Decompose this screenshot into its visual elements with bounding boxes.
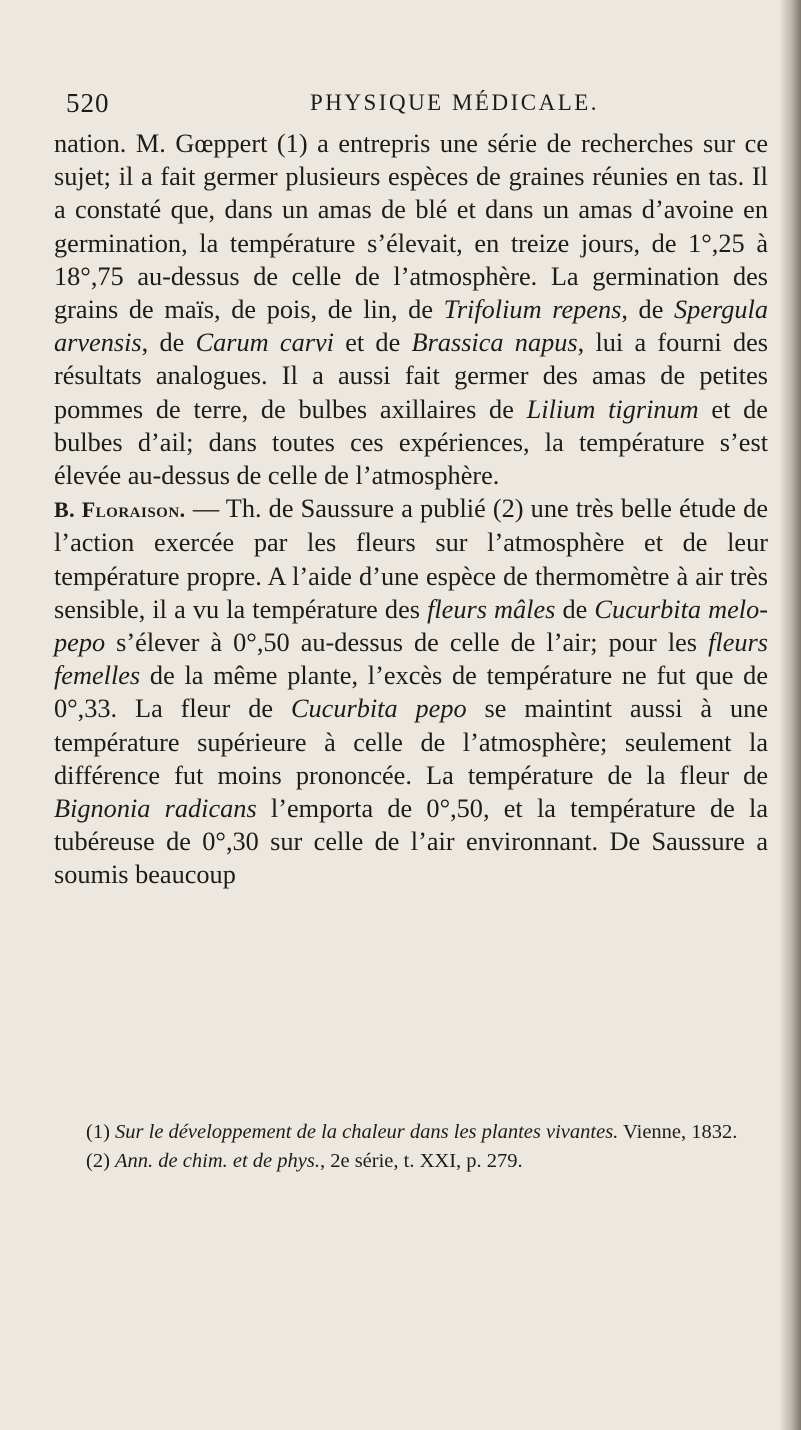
italic-term: fleurs femelles [54, 628, 768, 691]
paragraph-floraison [54, 492, 768, 891]
text-run: s’élever à 0°,50 au-dessus de celle de l’air; pour les [105, 628, 709, 658]
footnote-text: , 2e série, t. XXI, p. 279. [319, 1149, 523, 1172]
species-name: Brassica napus [411, 328, 578, 358]
text-run: l’emporta de 0°,50, et la température de la tubéreuse de 0°,30 sur celle de l’air environnant. De Saussure a soumis beaucoup [54, 794, 768, 890]
text-run: , de [621, 295, 675, 325]
footnote-title: Ann. de chim. et de phys. [115, 1149, 320, 1172]
running-title: PHYSIQUE MÉDICALE. [310, 90, 600, 115]
page-number: 520 [66, 88, 110, 118]
species-name: Lilium tigrinum [526, 394, 699, 424]
footnote-1 [54, 1118, 768, 1147]
text-run: de la même plante, l’excès de température ne fut que de 0°,33. La fleur de [54, 661, 768, 724]
species-name: Spergula arvensis [54, 295, 768, 358]
text-run: nation. M. Gœppert (1) a entrepris une série de recherches sur ce sujet; il a fait germer plusieurs espèces de graines réunies en tas. Il a constaté que, dans un amas de blé et dans un amas d’avoine en germination, la température s’élevait, en treize jours, de 1°,25 à 18°,75 au-dessus de celle de l’atmosphère. La germination des grains de maïs, de pois, de lin, de [54, 129, 768, 325]
species-name: Bignonia radicans [54, 794, 257, 824]
page-header [66, 88, 766, 128]
species-name: Cucurbita melo-pepo [54, 594, 769, 658]
footnote-title: Sur le développement de la chaleur dans les plantes vivantes. [115, 1121, 619, 1143]
footnote-number: (1) [86, 1121, 116, 1143]
text-run: de [555, 594, 595, 624]
species-name: Trifolium repens [443, 295, 622, 325]
text-run: , de [141, 328, 196, 358]
text-run: et de bulbes d’ail; dans toutes ces expériences, la température s’est élevée au-dessus de celle de l’atmosphère. [54, 394, 768, 491]
page-edge-shadow [779, 0, 801, 1430]
text-run: et de [333, 328, 412, 358]
footnote-number: (2) [86, 1149, 116, 1172]
footnotes [54, 1118, 768, 1175]
species-name: Cucurbita pepo [290, 694, 467, 724]
paragraph-germination [54, 127, 768, 492]
text-run: , lui a fourni des résultats analogues. Il a aussi fait germer des amas de petites pommes de terre, de bulbes axillaires de [54, 328, 768, 424]
footnote-text: Vienne, 1832. [618, 1121, 738, 1143]
italic-term: fleurs mâles [427, 594, 556, 624]
section-label: B. Floraison. [54, 497, 186, 523]
footnote-2 [54, 1147, 768, 1176]
text-run: se maintint aussi à une température supérieure à celle de l’atmosphère; seulement la différence fut moins prononcée. La température de la fleur de [54, 694, 768, 790]
text-run: — Th. de Saussure a publié (2) une très belle étude de l’action exercée par les fleurs sur l’atmosphère et de leur température propre. A l’aide d’une espèce de thermomètre à air très sensible, il a vu la température des [54, 494, 768, 624]
species-name: Carum carvi [195, 328, 334, 358]
body-text [54, 127, 768, 892]
